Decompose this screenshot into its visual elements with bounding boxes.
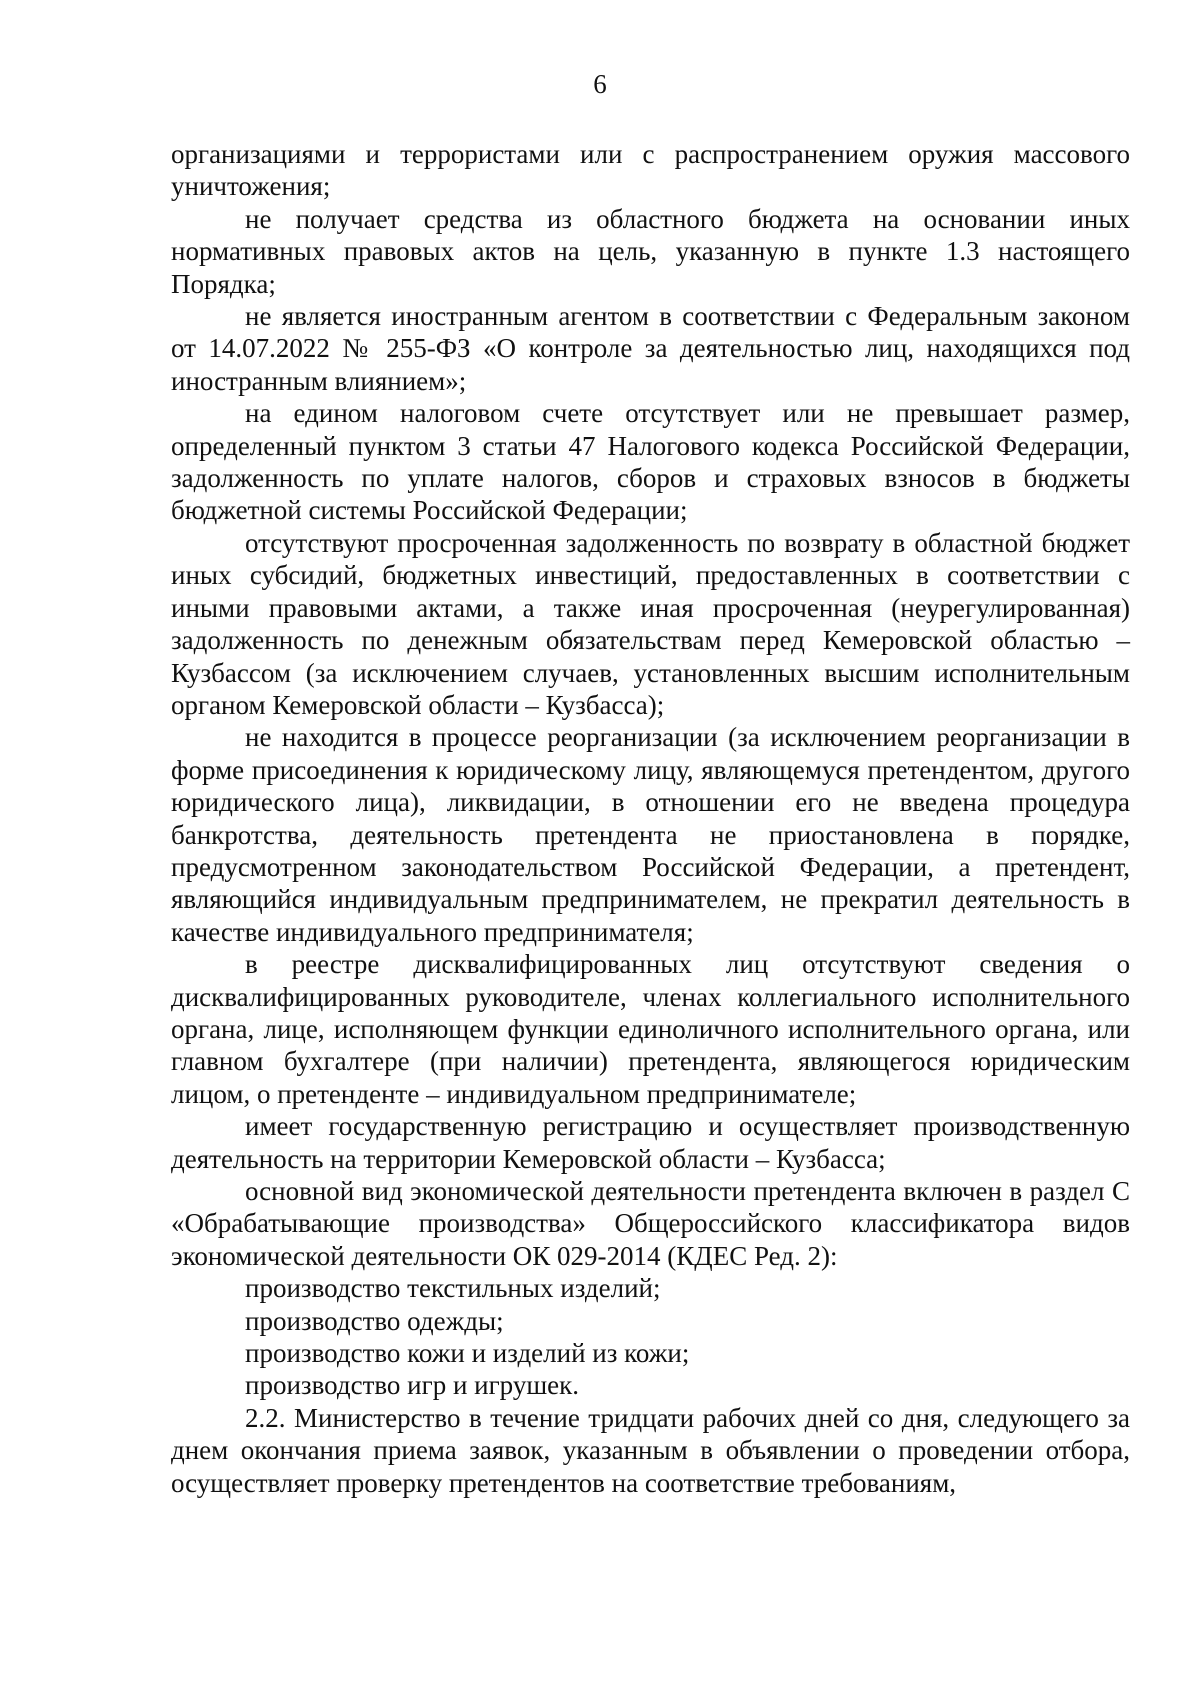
paragraph-continuation: организациями и террористами или с распространением оружия массового уничтожения;: [171, 139, 1130, 202]
paragraph-reorganization: не находится в процессе реорганизации (за исключением реорганизации в форме присоединения к юридическому лицу, являющемуся претендентом, другого юридического лица), ликвидации, в отношении его не введена процедура банкротства, деятельность претендента не приостановлена в порядке, предусмотренном законодательством Российской Федерации, а претендент, являющийся индивидуальным предпринимателем, не прекратил деятельность в качестве индивидуального предпринимателя;: [171, 722, 1130, 947]
paragraph-no-budget-funds: не получает средства из областного бюджета на основании иных нормативных правовых актов на цель, указанную в пункте 1.3 настоящего Порядка;: [171, 203, 1130, 299]
list-item-leather: производство кожи и изделий из кожи;: [245, 1338, 690, 1369]
paragraph-disqualified-register: в реестре дисквалифицированных лиц отсутствуют сведения о дисквалифицированных руководителе, членах коллегиального исполнительного органа, лице, исполняющем функции единоличного исполнительного органа, или главном бухгалтере (при наличии) претендента, являющегося юридическим лицом, о претенденте – индивидуальном предпринимателе;: [171, 949, 1130, 1109]
list-item-clothing: производство одежды;: [245, 1305, 504, 1336]
page-number: 6: [593, 69, 607, 99]
list-item-toys: производство игр и игрушек.: [245, 1370, 579, 1401]
paragraph-registration: имеет государственную регистрацию и осуществляет производственную деятельность на территории Кемеровской области – Кузбасса;: [171, 1111, 1130, 1174]
document-body: [171, 138, 1130, 1499]
paragraph-not-foreign-agent: не является иностранным агентом в соответствии с Федеральным законом от 14.07.2022 № 255-ФЗ «О контроле за деятельностью лиц, находящихся под иностранным влиянием»;: [171, 301, 1130, 396]
paragraph-tax-debt: на едином налоговом счете отсутствует или не превышает размер, определенный пунктом 3 статьи 47 Налогового кодекса Российской Федерации, задолженность по уплате налогов, сборов и страховых взносов в бюджеты бюджетной системы Российской Федерации;: [171, 398, 1130, 526]
paragraph-section-2-2: 2.2. Министерство в течение тридцати рабочих дней со дня, следующего за днем окончания приема заявок, указанным в объявлении о проведении отбора, осуществляет проверку претендентов на соответствие требованиям,: [171, 1402, 1130, 1498]
paragraph-activity-type: основной вид экономической деятельности претендента включен в раздел С «Обрабатывающие производства» Общероссийского классификатора видов экономической деятельности ОК 029-2014 (КДЕС Ред. 2):: [171, 1176, 1130, 1271]
paragraph-overdue-debt: отсутствуют просроченная задолженность по возврату в областной бюджет иных субсидий, бюджетных инвестиций, предоставленных в соответствии с иными правовыми актами, а также иная просроченная (неурегулированная) задолженность по денежным обязательствам перед Кемеровской областью – Кузбассом (за исключением случаев, установленных высшим исполнительным органом Кемеровской области – Кузбасса);: [171, 527, 1130, 720]
list-item-textiles: производство текстильных изделий;: [245, 1273, 661, 1304]
